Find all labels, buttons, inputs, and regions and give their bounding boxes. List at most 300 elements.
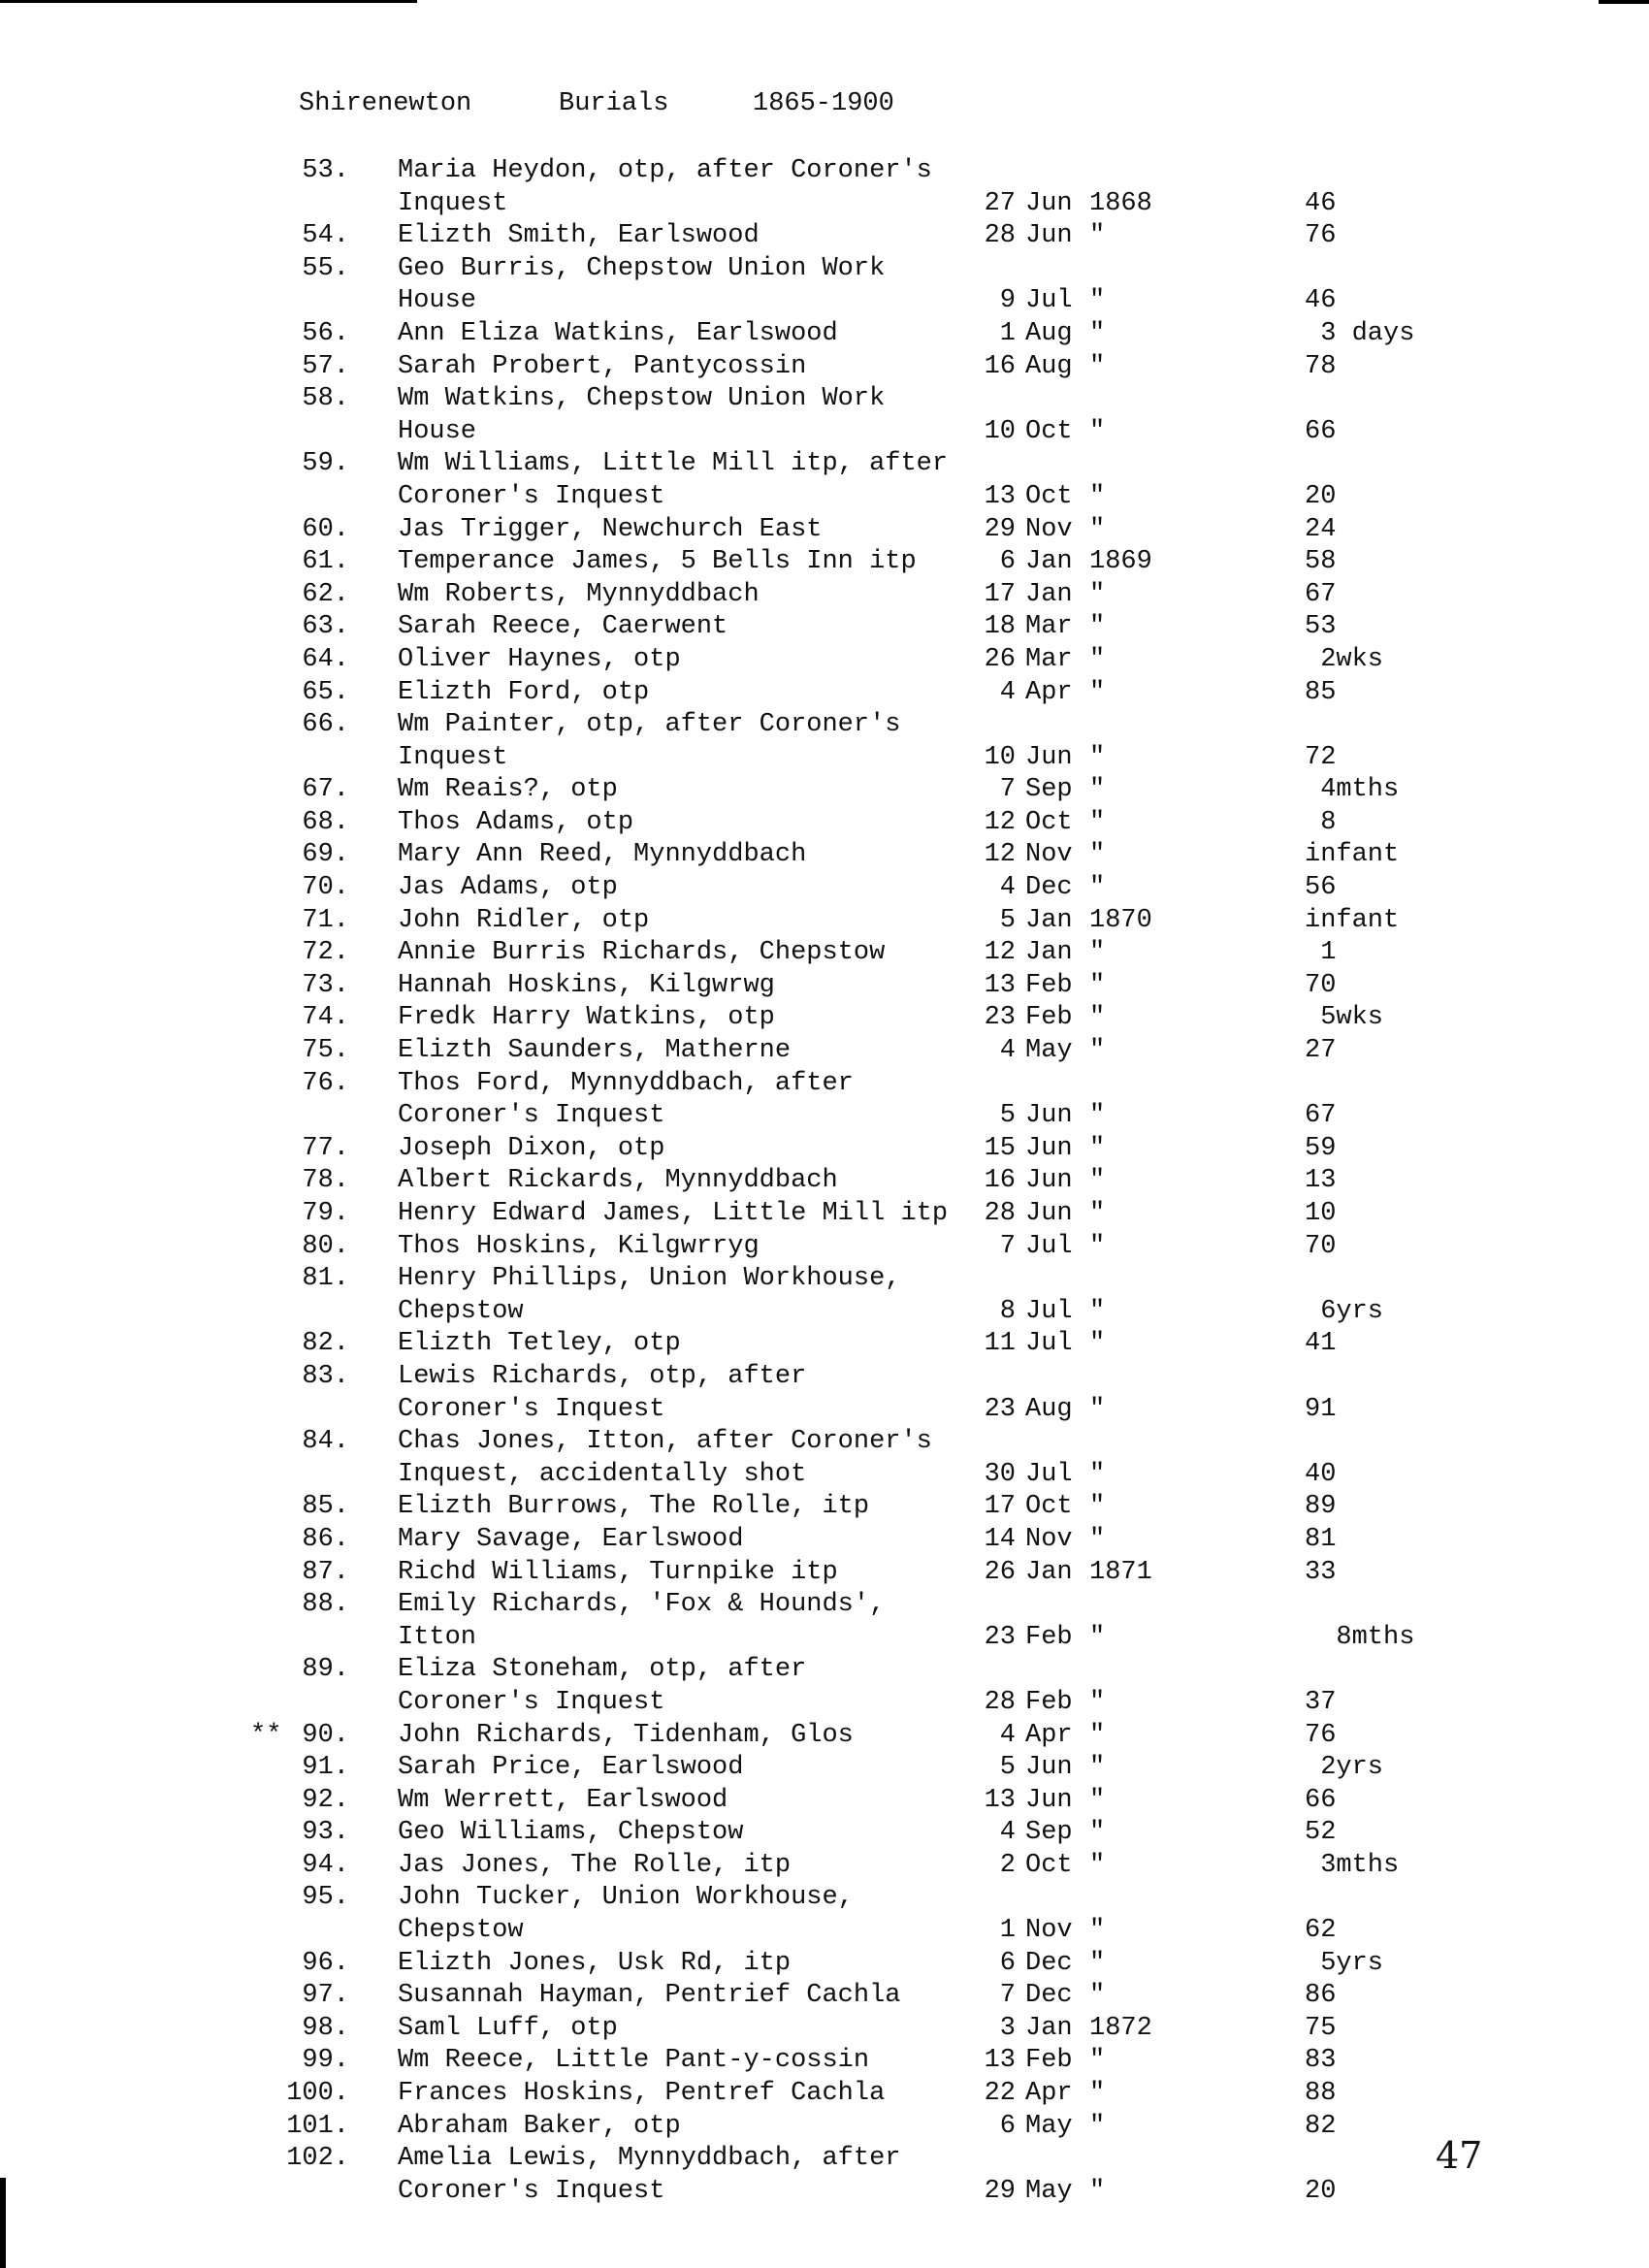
entry-age: 4mths (1305, 775, 1400, 805)
entry-burial-date (975, 1915, 1167, 1948)
entry-day: 10 (984, 416, 1016, 446)
burial-entry (0, 1720, 1649, 1753)
entry-number: 86. (302, 1524, 349, 1554)
entry-burial-date (975, 774, 1167, 807)
entry-name-place (398, 1882, 980, 1947)
burial-entry (0, 383, 1649, 448)
entry-name-place (398, 1035, 980, 1068)
entry-year: " (1089, 481, 1106, 511)
entry-day: 4 (999, 873, 1016, 903)
entry-day: 5 (999, 905, 1016, 935)
entry-burial-date (975, 1394, 1167, 1427)
entry-year: 1871 (1089, 1557, 1152, 1587)
entry-number: 70. (302, 873, 349, 903)
entry-age: 67 (1305, 579, 1337, 609)
handwritten-page-number: 47 (1436, 2134, 1483, 2177)
entry-day: 28 (984, 1199, 1016, 1228)
entry-name-line: John Ridler, otp (398, 905, 650, 935)
entry-name-line: Elizth Tetley, otp (398, 1329, 681, 1359)
entry-burial-date (975, 1002, 1167, 1035)
entry-number: 96. (302, 1948, 349, 1978)
entry-name-place (398, 2045, 980, 2078)
entry-number: 67. (302, 775, 349, 805)
entry-age: 8 (1305, 807, 1337, 837)
entry-number: 55. (302, 253, 349, 283)
entry-year: " (1089, 2176, 1106, 2206)
entry-name-line: Inquest (398, 742, 508, 772)
entry-number: 100. (286, 2079, 349, 2109)
entry-month: Nov (1025, 514, 1073, 544)
entry-age: 5wks (1305, 1003, 1384, 1033)
entry-name-line: Temperance James, 5 Bells Inn itp (398, 547, 917, 577)
entry-day: 10 (984, 742, 1016, 772)
entry-name-line: Chepstow (398, 1296, 524, 1326)
entry-name-line: Inquest (398, 188, 508, 218)
entry-month: Jul (1025, 1329, 1073, 1359)
entry-day: 22 (984, 2079, 1016, 2109)
entry-year: " (1089, 1916, 1106, 1946)
entry-month: Nov (1025, 840, 1073, 870)
entry-year: " (1089, 840, 1106, 870)
entry-month: Apr (1025, 1720, 1073, 1750)
entry-name-place (398, 807, 980, 840)
entry-year: " (1089, 1785, 1106, 1815)
burial-entry (0, 1035, 1649, 1068)
entry-month: Mar (1025, 612, 1073, 642)
entry-age: 52 (1305, 1818, 1337, 1848)
entry-number: 94. (302, 1850, 349, 1880)
entry-month: Jan (1025, 1557, 1073, 1587)
entry-name-line: Coroner's Inquest (398, 2176, 665, 2206)
entry-day: 3 (999, 2013, 1016, 2043)
entry-day: 6 (999, 547, 1016, 577)
entry-burial-date (975, 2045, 1167, 2078)
burial-entry (0, 1491, 1649, 1524)
entry-name-place (398, 1948, 980, 1981)
entry-name-line: Thos Adams, otp (398, 807, 634, 837)
entry-name-place (398, 1589, 980, 1654)
entry-name-place (398, 1980, 980, 2013)
entry-name-place (398, 1752, 980, 1785)
entry-age: 46 (1305, 188, 1337, 218)
entry-name-place (398, 644, 980, 677)
entry-year: " (1089, 2046, 1106, 2076)
burial-entry (0, 774, 1649, 807)
entry-number: 83. (302, 1361, 349, 1391)
entry-number: 84. (302, 1427, 349, 1457)
entry-day: 12 (984, 807, 1016, 837)
entry-burial-date (975, 1622, 1167, 1655)
burial-entry (0, 514, 1649, 547)
entry-year: " (1089, 1850, 1106, 1880)
entry-burial-date (975, 937, 1167, 970)
entry-age: 67 (1305, 1101, 1337, 1131)
entry-year: " (1089, 1492, 1106, 1522)
entry-name-line: Sarah Price, Earlswood (398, 1753, 744, 1783)
burial-entry (0, 253, 1649, 318)
entry-name-place (398, 1165, 980, 1198)
entry-year: " (1089, 1687, 1106, 1717)
entry-name-place (398, 1524, 980, 1557)
entry-year: 1868 (1089, 188, 1152, 218)
entry-name-line: Geo Williams, Chepstow (398, 1818, 744, 1848)
entry-burial-date (975, 611, 1167, 644)
burial-entry (0, 1263, 1649, 1328)
burial-entry (0, 1068, 1649, 1133)
entry-age: 2wks (1305, 644, 1384, 674)
entry-burial-date (975, 318, 1167, 351)
entry-day: 23 (984, 1003, 1016, 1033)
entry-day: 15 (984, 1133, 1016, 1163)
entry-age: 88 (1305, 2079, 1337, 2109)
entry-number: 56. (302, 318, 349, 348)
entry-age: 13 (1305, 1166, 1337, 1196)
burial-entry (0, 1882, 1649, 1947)
entry-month: Jun (1025, 1101, 1073, 1131)
entry-name-line: Maria Heydon, otp, after Coroner's (398, 156, 932, 185)
entry-year: " (1089, 873, 1106, 903)
entry-year: " (1089, 1101, 1106, 1131)
entry-month: Jan (1025, 905, 1073, 935)
entry-name-line: Ann Eliza Watkins, Earlswood (398, 318, 838, 348)
entry-year: " (1089, 1753, 1106, 1783)
burial-entry (0, 937, 1649, 970)
entry-number: 61. (302, 547, 349, 577)
entry-age: 89 (1305, 1492, 1337, 1522)
entry-burial-date (975, 1459, 1167, 1492)
entry-day: 13 (984, 2046, 1016, 2076)
entry-year: " (1089, 286, 1106, 316)
entry-name-place (398, 1263, 980, 1328)
entry-age: 46 (1305, 286, 1337, 316)
entry-year: " (1089, 1329, 1106, 1359)
entry-month: Dec (1025, 873, 1073, 903)
entry-year: " (1089, 612, 1106, 642)
burial-entry (0, 709, 1649, 774)
burial-entry (0, 1589, 1649, 1654)
entry-name-line: Elizth Smith, Earlswood (398, 221, 760, 251)
entry-month: Jun (1025, 1785, 1073, 1815)
entry-burial-date (975, 2013, 1167, 2046)
entry-name-place (398, 448, 980, 513)
entry-name-place (398, 905, 980, 938)
entry-month: Oct (1025, 481, 1073, 511)
entry-name-place (398, 2013, 980, 2046)
entry-name-place (398, 1002, 980, 1035)
entry-name-line: John Tucker, Union Workhouse, (398, 1883, 854, 1913)
entry-name-line: Inquest, accidentally shot (398, 1459, 807, 1489)
entry-number: 90. (302, 1720, 349, 1750)
entry-number: 81. (302, 1264, 349, 1294)
entry-burial-date (975, 872, 1167, 905)
burial-entry (0, 579, 1649, 612)
burial-entries-list (0, 155, 1649, 2208)
entry-name-place (398, 1231, 980, 1264)
entry-month: Jan (1025, 938, 1073, 968)
entry-month: Feb (1025, 970, 1073, 1000)
entry-month: Sep (1025, 1818, 1073, 1848)
entry-name-line: Elizth Jones, Usk Rd, itp (398, 1948, 792, 1978)
header-parish: Shirenewton (299, 89, 472, 118)
entry-name-place (398, 1426, 980, 1491)
entry-month: Dec (1025, 1948, 1073, 1978)
entry-name-place (398, 1328, 980, 1361)
entry-number: 63. (302, 612, 349, 642)
burial-entry (0, 2111, 1649, 2144)
burial-entry (0, 1817, 1649, 1850)
burial-entry (0, 448, 1649, 513)
entry-day: 29 (984, 2176, 1016, 2206)
entry-year: " (1089, 742, 1106, 772)
entry-year: " (1089, 1394, 1106, 1424)
entry-number: 68. (302, 807, 349, 837)
entry-year: " (1089, 1981, 1106, 2011)
entry-day: 6 (999, 2111, 1016, 2141)
entry-year: " (1089, 1948, 1106, 1978)
entry-month: Oct (1025, 1850, 1073, 1880)
burial-entry (0, 970, 1649, 1003)
entry-name-place (398, 2078, 980, 2111)
entry-name-line: Coroner's Inquest (398, 1394, 665, 1424)
entry-name-line: Abraham Baker, otp (398, 2111, 681, 2141)
entry-age: 78 (1305, 351, 1337, 381)
burial-entry (0, 1752, 1649, 1785)
entry-number: 73. (302, 970, 349, 1000)
entry-marker: ** (250, 1720, 282, 1750)
entry-name-line: Wm Williams, Little Mill itp, after (398, 449, 949, 479)
entry-month: Apr (1025, 2079, 1073, 2109)
entry-name-place (398, 677, 980, 710)
entry-number: 102. (286, 2144, 349, 2174)
entry-number: 57. (302, 351, 349, 381)
entry-name-place (398, 351, 980, 384)
entry-month: Jan (1025, 2013, 1073, 2043)
entry-burial-date (975, 1720, 1167, 1753)
burial-entry (0, 677, 1649, 710)
entry-age: 8mths (1305, 1622, 1415, 1652)
entry-name-place (398, 937, 980, 970)
entry-age: infant (1305, 905, 1400, 935)
entry-burial-date (975, 905, 1167, 938)
entry-number: 53. (302, 156, 349, 185)
entry-name-line: Wm Watkins, Chepstow Union Work (398, 384, 886, 414)
entry-day: 7 (999, 775, 1016, 805)
entry-month: Jul (1025, 286, 1073, 316)
entry-month: Jun (1025, 1133, 1073, 1163)
entry-month: Oct (1025, 1492, 1073, 1522)
entry-name-line: Elizth Saunders, Matherne (398, 1036, 792, 1066)
entry-age: 41 (1305, 1329, 1337, 1359)
entry-number: 87. (302, 1557, 349, 1587)
entry-name-line: Chas Jones, Itton, after Coroner's (398, 1427, 932, 1457)
entry-name-line: Fredk Harry Watkins, otp (398, 1003, 775, 1033)
entry-day: 23 (984, 1394, 1016, 1424)
entry-day: 2 (999, 1850, 1016, 1880)
entry-name-place (398, 318, 980, 351)
entry-month: Nov (1025, 1916, 1073, 1946)
entry-burial-date (975, 1296, 1167, 1329)
entry-year: " (1089, 2111, 1106, 2141)
entry-name-line: Sarah Reece, Caerwent (398, 612, 728, 642)
entry-burial-date (975, 579, 1167, 612)
entry-year: " (1089, 1720, 1106, 1750)
entry-number: 60. (302, 514, 349, 544)
entry-number: 92. (302, 1785, 349, 1815)
entry-number: 72. (302, 938, 349, 968)
entry-burial-date (975, 1100, 1167, 1133)
burial-entry (0, 1328, 1649, 1361)
entry-name-place (398, 1557, 980, 1590)
entry-number: 75. (302, 1036, 349, 1066)
entry-burial-date (975, 1198, 1167, 1231)
entry-year: " (1089, 1231, 1106, 1261)
entry-number: 58. (302, 384, 349, 414)
entry-year: " (1089, 1199, 1106, 1228)
entry-month: Jul (1025, 1459, 1073, 1489)
entry-month: Dec (1025, 1981, 1073, 2011)
entry-age: 10 (1305, 1199, 1337, 1228)
entry-burial-date (975, 807, 1167, 840)
entry-age: 81 (1305, 1524, 1337, 1554)
entry-age: 56 (1305, 873, 1337, 903)
entry-year: " (1089, 351, 1106, 381)
entry-day: 28 (984, 1687, 1016, 1717)
burial-entry (0, 807, 1649, 840)
entry-month: Aug (1025, 1394, 1073, 1424)
entry-age: 33 (1305, 1557, 1337, 1587)
entry-name-line: Coroner's Inquest (398, 1687, 665, 1717)
entry-name-line: Thos Hoskins, Kilgwrryg (398, 1231, 760, 1261)
entry-name-line: House (398, 416, 477, 446)
entry-day: 26 (984, 1557, 1016, 1587)
entry-day: 5 (999, 1101, 1016, 1131)
entry-age: 2yrs (1305, 1753, 1384, 1783)
entry-year: " (1089, 1296, 1106, 1326)
entry-name-line: Frances Hoskins, Pentref Cachla (398, 2079, 886, 2109)
entry-number: 69. (302, 840, 349, 870)
entry-month: Sep (1025, 775, 1073, 805)
entry-age: 82 (1305, 2111, 1337, 2141)
entry-number: 54. (302, 221, 349, 251)
entry-age: 70 (1305, 1231, 1337, 1261)
entry-burial-date (975, 1557, 1167, 1590)
entry-year: " (1089, 1622, 1106, 1652)
entry-age: 66 (1305, 1785, 1337, 1815)
entry-day: 16 (984, 351, 1016, 381)
entry-burial-date (975, 1752, 1167, 1785)
entry-day: 7 (999, 1981, 1016, 2011)
entry-burial-date (975, 220, 1167, 253)
entry-month: Oct (1025, 416, 1073, 446)
entry-name-place (398, 970, 980, 1003)
entry-day: 12 (984, 938, 1016, 968)
burial-entry (0, 546, 1649, 579)
entry-day: 13 (984, 481, 1016, 511)
entry-number: 65. (302, 677, 349, 707)
entry-number: 85. (302, 1492, 349, 1522)
entry-month: Jun (1025, 742, 1073, 772)
burial-entry (0, 1948, 1649, 1981)
entry-name-line: Wm Reece, Little Pant-y-cossin (398, 2046, 870, 2076)
entry-year: " (1089, 416, 1106, 446)
entry-age: 62 (1305, 1916, 1337, 1946)
entry-name-line: Wm Painter, otp, after Coroner's (398, 710, 901, 740)
entry-age: 20 (1305, 2176, 1337, 2206)
burial-entry (0, 220, 1649, 253)
scan-edge-top-line (0, 0, 417, 3)
entry-name-line: Mary Ann Reed, Mynnyddbach (398, 840, 807, 870)
entry-burial-date (975, 1948, 1167, 1981)
entry-year: " (1089, 644, 1106, 674)
entry-year: " (1089, 970, 1106, 1000)
entry-month: Aug (1025, 351, 1073, 381)
entry-year: " (1089, 579, 1106, 609)
entry-day: 4 (999, 1720, 1016, 1750)
entry-name-line: Annie Burris Richards, Chepstow (398, 938, 886, 968)
entry-burial-date (975, 644, 1167, 677)
entry-year: " (1089, 1036, 1106, 1066)
entry-day: 28 (984, 221, 1016, 251)
entry-name-place (398, 579, 980, 612)
entry-burial-date (975, 416, 1167, 449)
entry-name-line: Richd Williams, Turnpike itp (398, 1557, 838, 1587)
entry-burial-date (975, 742, 1167, 775)
entry-burial-date (975, 2111, 1167, 2144)
entry-number: 62. (302, 579, 349, 609)
entry-day: 13 (984, 1785, 1016, 1815)
entry-day: 11 (984, 1329, 1016, 1359)
burial-entry (0, 839, 1649, 872)
entry-number: 78. (302, 1166, 349, 1196)
entry-age: 20 (1305, 481, 1337, 511)
entry-age: 76 (1305, 1720, 1337, 1750)
entry-name-line: Coroner's Inquest (398, 1101, 665, 1131)
entry-name-place (398, 2143, 980, 2208)
entry-name-place (398, 1361, 980, 1426)
burial-entry (0, 155, 1649, 220)
entry-number: 82. (302, 1329, 349, 1359)
entry-day: 5 (999, 1753, 1016, 1783)
entry-name-line: Susannah Hayman, Pentrief Cachla (398, 1981, 901, 2011)
entry-day: 1 (999, 1916, 1016, 1946)
entry-year: " (1089, 1524, 1106, 1554)
entry-name-line: Wm Roberts, Mynnyddbach (398, 579, 760, 609)
entry-month: Apr (1025, 677, 1073, 707)
burial-entry (0, 318, 1649, 351)
entry-day: 1 (999, 318, 1016, 348)
entry-month: May (1025, 2176, 1073, 2206)
entry-age: infant (1305, 840, 1400, 870)
entry-name-line: Eliza Stoneham, otp, after (398, 1655, 807, 1685)
entry-name-line: Thos Ford, Mynnyddbach, after (398, 1068, 854, 1098)
entry-number: 93. (302, 1818, 349, 1848)
entry-month: Feb (1025, 1687, 1073, 1717)
burial-entry (0, 1557, 1649, 1590)
entry-age: 72 (1305, 742, 1337, 772)
entry-burial-date (975, 970, 1167, 1003)
entry-month: Jun (1025, 1166, 1073, 1196)
entry-month: Oct (1025, 807, 1073, 837)
burial-entry (0, 1654, 1649, 1719)
entry-name-place (398, 1133, 980, 1166)
entry-name-line: Mary Savage, Earlswood (398, 1524, 744, 1554)
entry-name-line: Wm Werrett, Earlswood (398, 1785, 728, 1815)
entry-burial-date (975, 1231, 1167, 1264)
entry-name-place (398, 1850, 980, 1883)
entry-day: 26 (984, 644, 1016, 674)
burial-entry (0, 2143, 1649, 2208)
entry-burial-date (975, 1328, 1167, 1361)
